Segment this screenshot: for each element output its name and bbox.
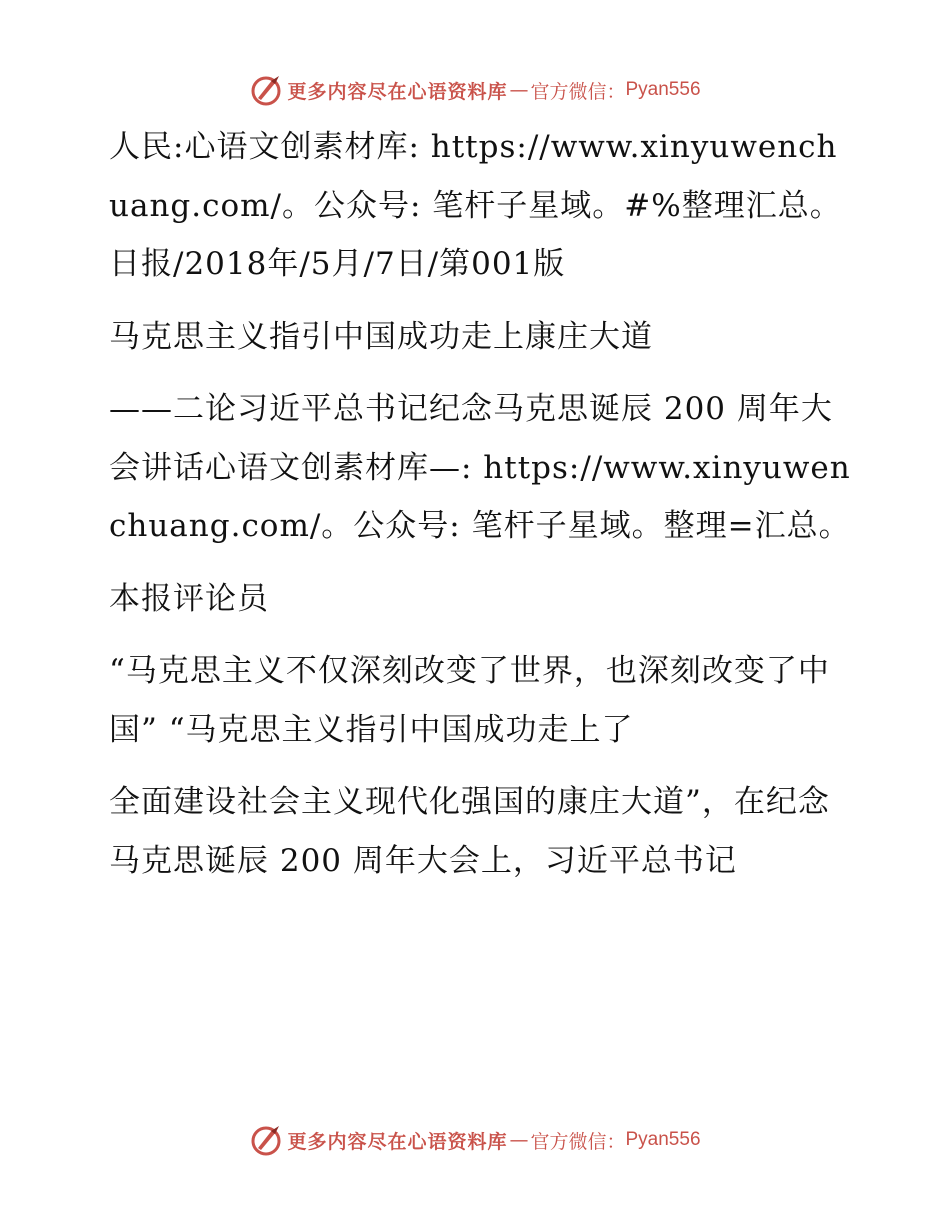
banner-wechat-id: Pyan556 [625, 79, 701, 100]
quill-circle-icon [249, 1123, 283, 1157]
banner-wechat-label: 官方微信： [530, 80, 626, 103]
article-title: 马克思主义指引中国成功走上康庄大道 [109, 318, 653, 355]
banner-dash: — [509, 1129, 529, 1151]
paragraph-dateline: 人民:心语文创素材库: https://www.xinyuwenchuang.com/。公众号: 笔杆子星域。#%整理汇总。日报/2018年/5月/7日/第001版 [109, 129, 842, 282]
footer-banner [0, 1120, 950, 1160]
banner-text: 更多内容尽在心语资料库 [287, 1130, 508, 1153]
paragraph-body-1: “马克思主义不仅深刻改变了世界，也深刻改变了中国” “马克思主义指引中国成功走上了 [109, 653, 830, 748]
banner-wechat-id: Pyan556 [625, 1129, 701, 1150]
document-body [97, 118, 857, 904]
banner-wechat-label: 官方微信： [530, 1130, 626, 1153]
paragraph-body-2: 全面建设社会主义现代化强国的康庄大道”，在纪念马克思诞辰 200 周年大会上，习近平总书记 [109, 784, 830, 879]
author-line: 本报评论员 [109, 580, 269, 617]
banner-text: 更多内容尽在心语资料库 [287, 80, 508, 103]
article-subtitle: ——二论习近平总书记纪念马克思诞辰 200 周年大会讲话心语文创素材库—: https://www.xinyuwenchuang.com/。公众号: 笔杆子星域。整理=汇总。 [109, 391, 851, 544]
banner-dash: — [509, 79, 529, 101]
header-banner [0, 70, 950, 110]
quill-circle-icon [249, 73, 283, 107]
